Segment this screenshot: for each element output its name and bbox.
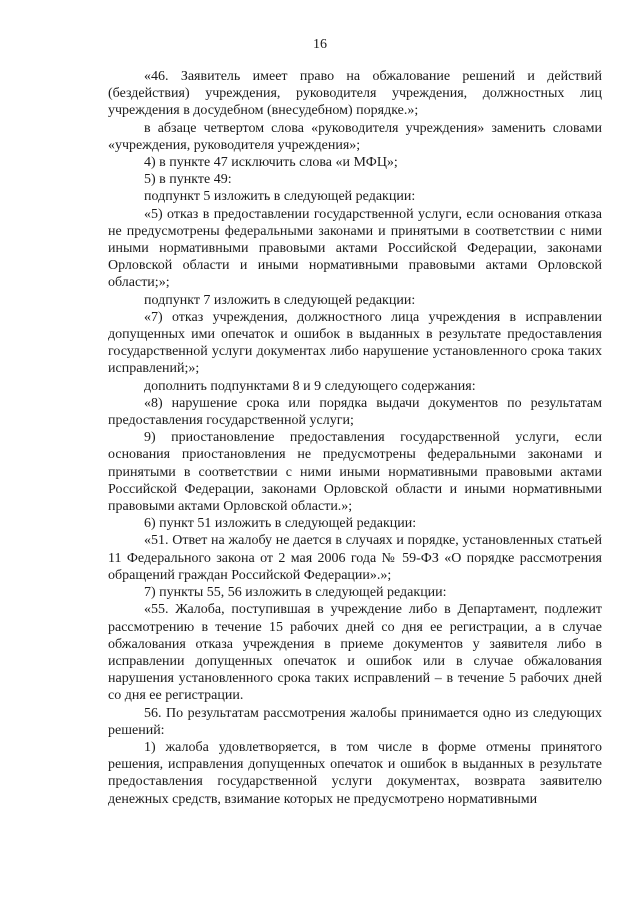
paragraph-51: «51. Ответ на жалобу не дается в случаях и порядке, установленных статьей 11 Федерального закона от 2 мая 2006 года № 59-ФЗ «О порядке рассмотрения обращений граждан Российской Федерации».»; (108, 533, 602, 583)
paragraph-subitem-8: «8) нарушение срока или порядка выдачи документов по результатам предоставления государственной услуги; (108, 395, 602, 429)
paragraph-56-1: 1) жалоба удовлетворяется, в том числе в форме отмены принятого решения, исправления допущенных опечаток и ошибок в выданных в результате предоставления государственной услуги документах, возврата заявителю денежных средств, взимание которых не предусмотрено нормативными (108, 739, 602, 807)
paragraph-item-7: 7) пункты 55, 56 изложить в следующей редакции: (144, 585, 447, 601)
paragraph-46: «46. Заявитель имеет право на обжалование решений и действий (бездействия) учреждения, руководителя учреждения, должностных лиц учреждения в досудебном (внесудебном) порядке.»; (108, 69, 602, 119)
paragraph-subitems-8-9-intro: дополнить подпунктами 8 и 9 следующего содержания: (144, 378, 476, 394)
document-body (108, 68, 602, 808)
paragraph-subitem-5: «5) отказ в предоставлении государственной услуги, если основания отказа не предусмотрены федеральными законами и принятыми в соответствии с ними иными нормативными правовыми актами Российской Федерации, законами Орловской области и иными нормативными правовыми актами Орловской области;»; (108, 206, 602, 291)
page-number: 16 (313, 37, 327, 52)
paragraph-abzac-4: в абзаце четвертом слова «руководителя учреждения» заменить словами «учреждения, руководителя учреждения»; (108, 120, 602, 153)
paragraph-subitem-5-intro: подпункт 5 изложить в следующей редакции: (144, 189, 416, 205)
paragraph-subitem-7-intro: подпункт 7 изложить в следующей редакции: (144, 292, 416, 308)
paragraph-56: 56. По результатам рассмотрения жалобы принимается одно из следующих решений: (108, 705, 602, 738)
paragraph-item-6: 6) пункт 51 изложить в следующей редакции: (144, 516, 417, 532)
paragraph-item-4: 4) в пункте 47 исключить слова «и МФЦ»; (144, 155, 398, 171)
paragraph-item-5: 5) в пункте 49: (144, 172, 232, 188)
paragraph-subitem-9: 9) приостановление предоставления государственной услуги, если основания приостановления не предусмотрены федеральными законами и принятыми в соответствии с ними иными нормативными правовыми актами Российской Федерации, законами Орловской области и иными нормативными правовыми актами Орловской области.»; (108, 430, 602, 515)
paragraph-55: «55. Жалоба, поступившая в учреждение либо в Департамент, подлежит рассмотрению в течение 15 рабочих дней со дня ее регистрации, а в случае обжалования отказа учреждения в приеме документов у заявителя либо в исправлении допущенных опечаток и ошибок или в случае обжалования нарушения установленного срока таких исправлений – в течение 5 рабочих дней со дня ее регистрации. (108, 602, 602, 704)
paragraph-subitem-7: «7) отказ учреждения, должностного лица учреждения в исправлении допущенных ими опечаток и ошибок в выданных в результате предоставления государственной услуги документах либо нарушение установленного срока таких исправлений;»; (108, 309, 602, 377)
